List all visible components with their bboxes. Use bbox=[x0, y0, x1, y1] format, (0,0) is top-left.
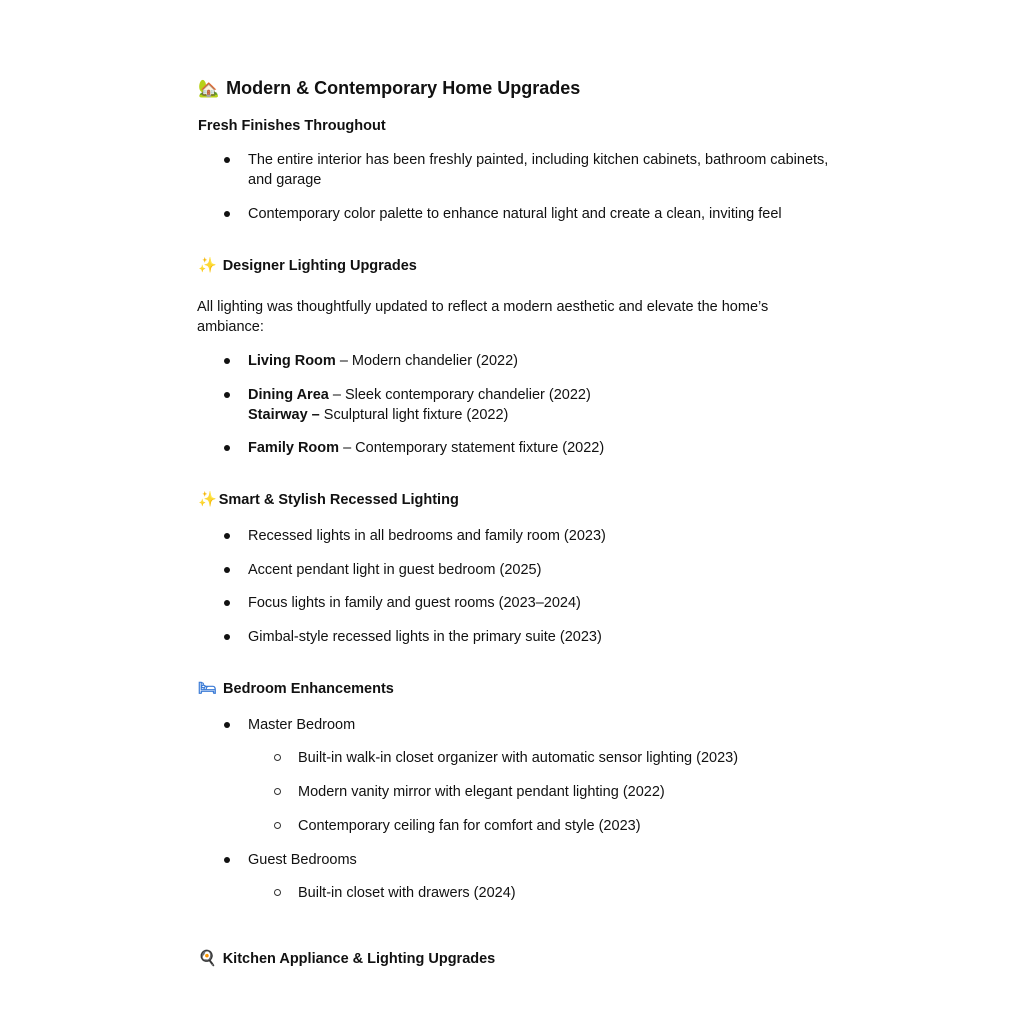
section-heading-text: Smart & Stylish Recessed Lighting bbox=[218, 492, 459, 508]
sub-list-item: Modern vanity mirror with elegant pendant lighting (2022) bbox=[298, 782, 838, 802]
list-item: Contemporary color palette to enhance natural light and create a clean, inviting feel bbox=[248, 204, 838, 224]
house-icon: 🏡 bbox=[198, 79, 220, 99]
sparkles-icon: ✨ bbox=[198, 256, 217, 274]
sub-list-item: Contemporary ceiling fan for comfort and style (2023) bbox=[298, 816, 838, 836]
item-label: Dining Area bbox=[248, 387, 329, 403]
section-heading-text: Bedroom Enhancements bbox=[223, 681, 394, 697]
section-heading-text: Kitchen Appliance & Lighting Upgrades bbox=[222, 951, 496, 967]
item-label: Stairway – bbox=[248, 407, 320, 423]
bed-icon: 🛏 bbox=[198, 679, 218, 697]
item-text: – Modern chandelier (2022) bbox=[335, 353, 518, 369]
list-item bbox=[248, 351, 838, 371]
section-heading-bedroom-enhancements bbox=[198, 681, 394, 697]
section-heading-kitchen-upgrades bbox=[198, 951, 495, 967]
page-title-text: Modern & Contemporary Home Upgrades bbox=[226, 78, 581, 98]
section-heading-designer-lighting bbox=[198, 258, 417, 274]
page-title bbox=[198, 78, 580, 99]
sparkles-icon: ✨ bbox=[198, 490, 217, 508]
item-text: – Sleek contemporary chandelier (2022) bbox=[328, 387, 591, 403]
list-item: Recessed lights in all bedrooms and family room (2023) bbox=[248, 526, 838, 546]
item-label: Living Room bbox=[248, 353, 336, 369]
item-text: – Contemporary statement fixture (2022) bbox=[339, 440, 605, 456]
list-item: Accent pendant light in guest bedroom (2025) bbox=[248, 560, 838, 580]
list-item bbox=[248, 438, 838, 458]
item-text: Sculptural light fixture (2022) bbox=[319, 407, 509, 423]
sub-list-item: Built-in closet with drawers (2024) bbox=[298, 883, 838, 903]
sub-list-item: Built-in walk-in closet organizer with automatic sensor lighting (2023) bbox=[298, 748, 838, 768]
list-item-master-bedroom: Master Bedroom bbox=[248, 715, 838, 735]
item-label: Family Room bbox=[248, 440, 340, 456]
list-item-guest-bedrooms: Guest Bedrooms bbox=[248, 850, 838, 870]
list-item: The entire interior has been freshly painted, including kitchen cabinets, bathroom cabinets, and garage bbox=[248, 150, 838, 190]
section-heading-text: Designer Lighting Upgrades bbox=[222, 258, 417, 274]
frying-pan-icon: 🍳 bbox=[198, 949, 217, 967]
section-heading-recessed-lighting bbox=[198, 492, 459, 508]
section-heading-fresh-finishes: Fresh Finishes Throughout bbox=[198, 118, 386, 134]
list-item bbox=[248, 385, 838, 425]
section-intro-paragraph: All lighting was thoughtfully updated to reflect a modern aesthetic and elevate the home’s ambiance: bbox=[197, 299, 769, 335]
list-item: Focus lights in family and guest rooms (2023–2024) bbox=[248, 593, 838, 613]
list-item: Gimbal-style recessed lights in the primary suite (2023) bbox=[248, 627, 838, 647]
